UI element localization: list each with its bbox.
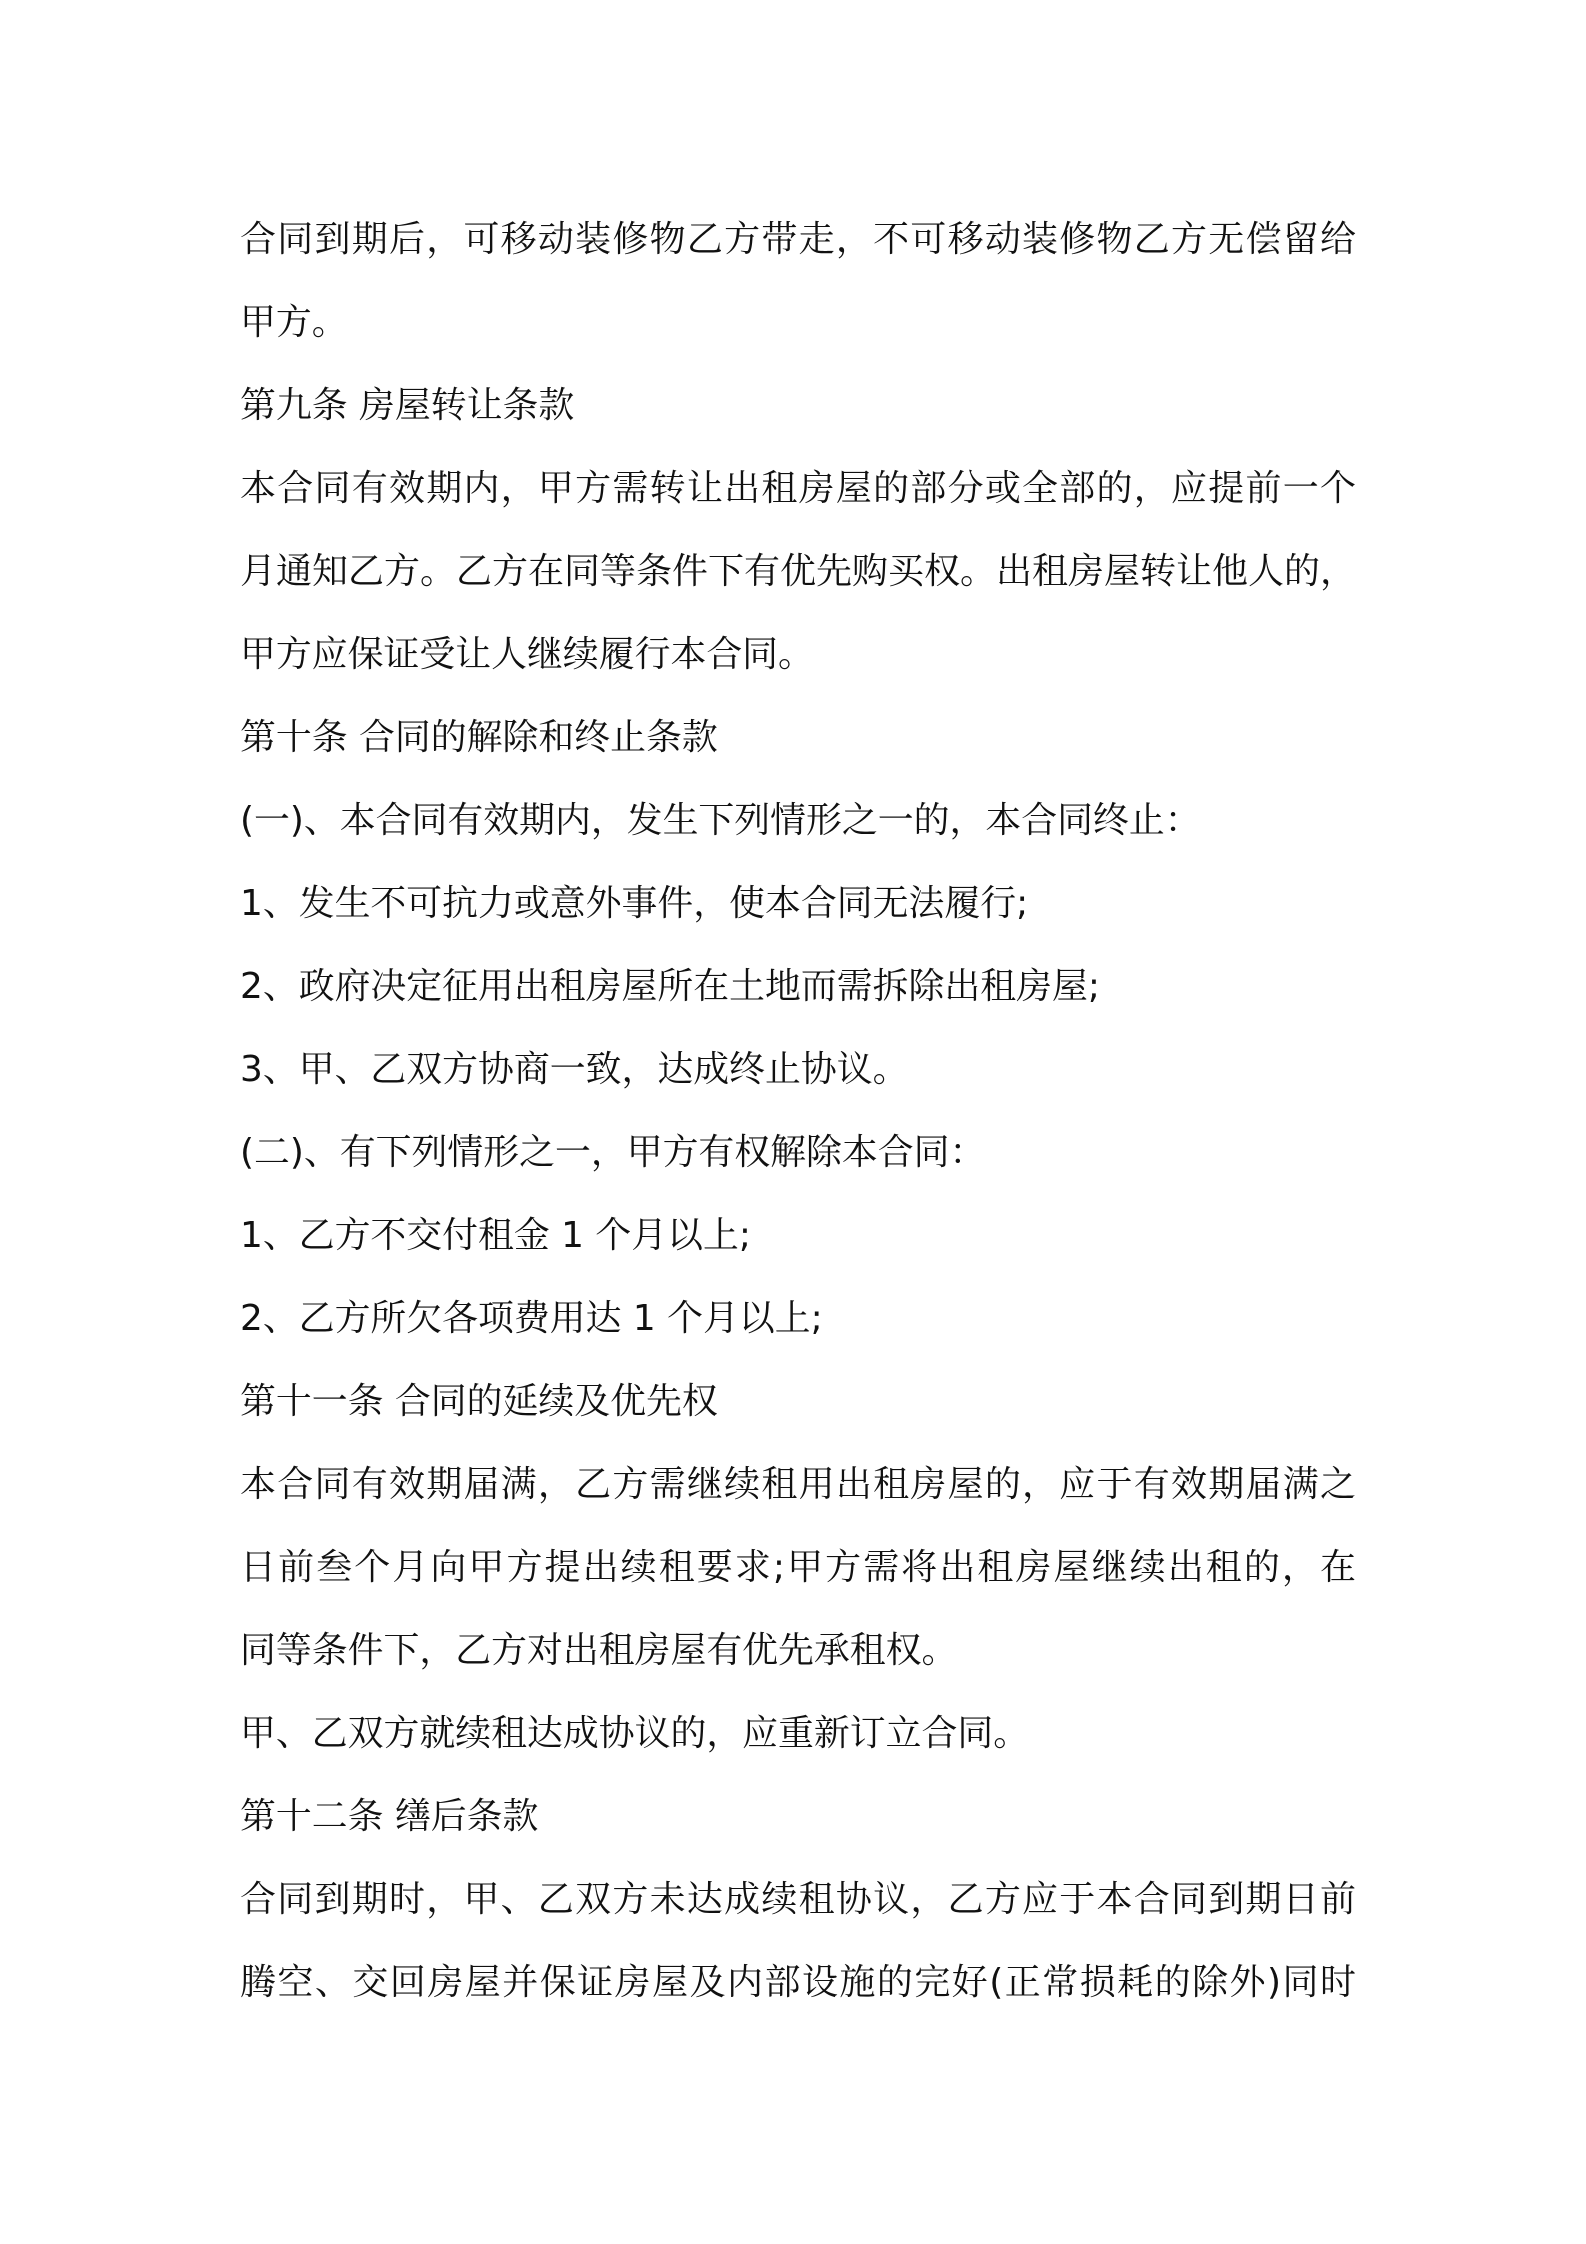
paragraph-line: 月通知乙方。乙方在同等条件下有优先购买权。出租房屋转让他人的， (240, 551, 1357, 592)
paragraph-line: 腾空、交回房屋并保证房屋及内部设施的完好(正常损耗的除外)同时 (240, 1962, 1356, 2003)
paragraph-line: 本合同有效期届满，乙方需继续租用出租房屋的，应于有效期届满之 (240, 1464, 1356, 1505)
paragraph-line: (二)、有下列情形之一，甲方有权解除本合同： (240, 1132, 986, 1173)
paragraph-line: 甲方。 (240, 302, 348, 343)
list-item: 1、乙方不交付租金 1 个月以上; (240, 1215, 751, 1256)
paragraph-line: 同等条件下，乙方对出租房屋有优先承租权。 (240, 1630, 958, 1671)
list-item: 3、甲、乙双方协商一致，达成终止协议。 (240, 1049, 909, 1090)
paragraph-line: 合同到期后，可移动装修物乙方带走，不可移动装修物乙方无偿留给 (240, 219, 1356, 260)
paragraph-line: 甲方应保证受让人继续履行本合同。 (240, 634, 814, 675)
list-item: 2、政府决定征用出租房屋所在土地而需拆除出租房屋; (240, 966, 1100, 1007)
paragraph-line: 甲、乙双方就续租达成协议的，应重新订立合同。 (240, 1713, 1030, 1754)
list-item: 1、发生不可抗力或意外事件，使本合同无法履行; (240, 883, 1029, 924)
section-heading: 第九条 房屋转让条款 (240, 385, 575, 426)
list-item: 2、乙方所欠各项费用达 1 个月以上; (240, 1298, 823, 1339)
section-heading: 第十二条 缮后条款 (240, 1796, 539, 1837)
paragraph-line: 合同到期时，甲、乙双方未达成续租协议，乙方应于本合同到期日前 (240, 1879, 1356, 1920)
paragraph-line: 本合同有效期内，甲方需转让出租房屋的部分或全部的，应提前一个 (240, 468, 1356, 509)
paragraph-line: 日前叁个月向甲方提出续租要求;甲方需将出租房屋继续出租的，在 (240, 1547, 1356, 1588)
section-heading: 第十条 合同的解除和终止条款 (240, 717, 718, 758)
document-body (240, 198, 1360, 2024)
paragraph-line: (一)、本合同有效期内，发生下列情形之一的，本合同终止： (240, 800, 1201, 841)
section-heading: 第十一条 合同的延续及优先权 (240, 1381, 718, 1422)
